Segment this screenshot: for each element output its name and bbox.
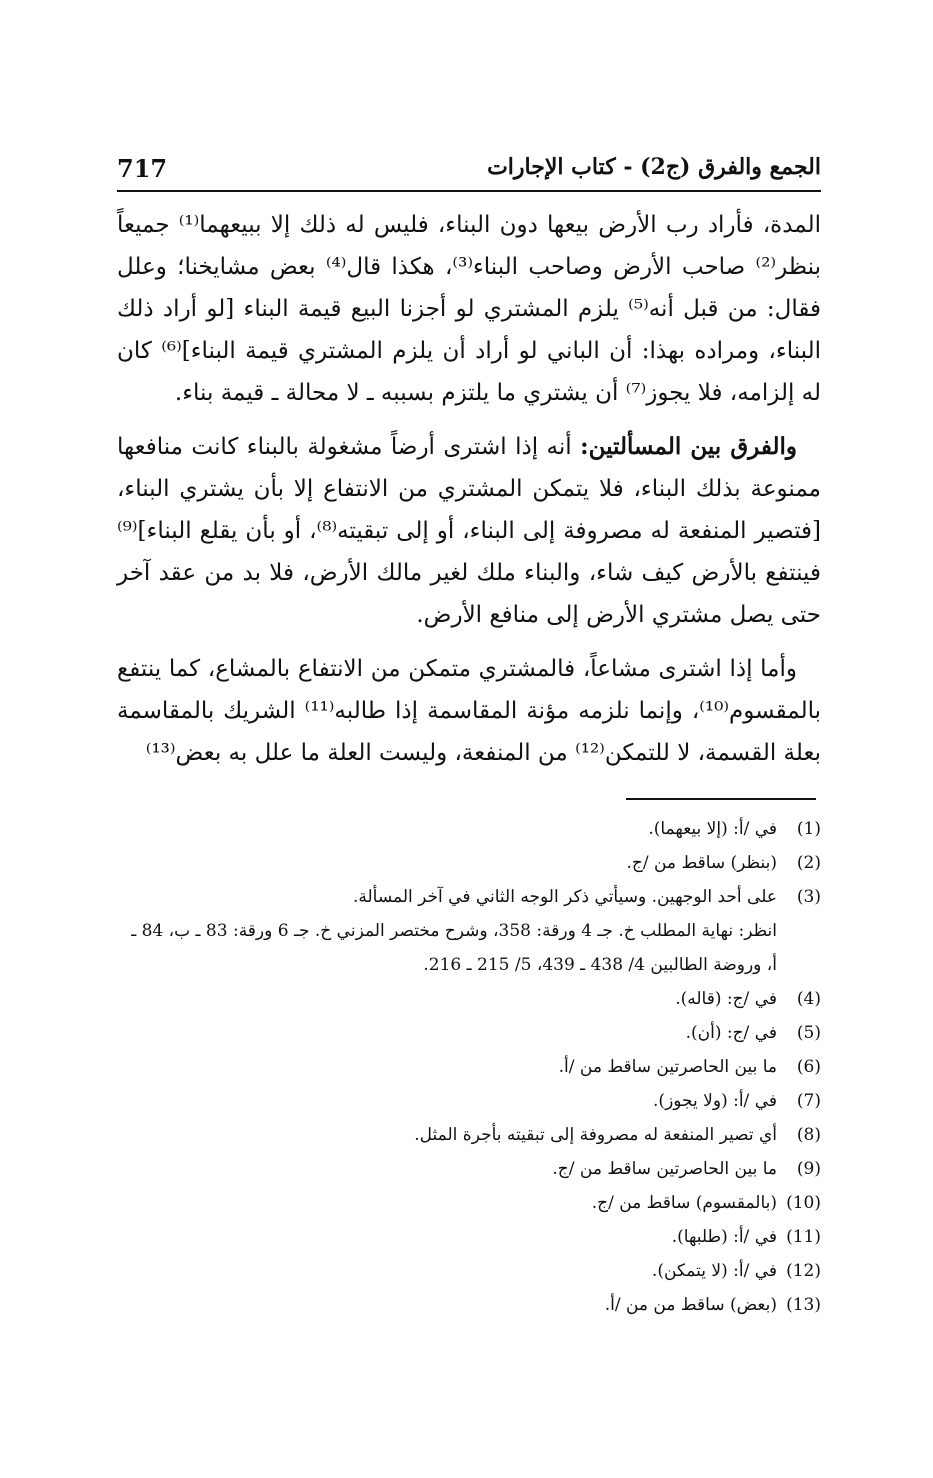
footnote — [117, 1084, 821, 1118]
footnote-number: (10) — [786, 1193, 821, 1213]
footnote-text: انظر: نهاية المطلب خ. جـ 4 ورقة: 358، وشرح مختصر المزني خ. جـ 6 ورقة: 83 ـ ب، 84 ـ أ، وروضة الطالبين 4/ 438 ـ 439، 5/ 215 ـ 216. — [131, 921, 777, 975]
footnote-body — [117, 1050, 777, 1084]
footnote-body — [117, 1288, 777, 1322]
footnote — [117, 880, 821, 982]
footnote-separator — [626, 798, 816, 800]
paragraph-1: المدة، فأراد رب الأرض بيعها دون البناء، فليس له ذلك إلا ببيعهما⁽¹⁾ جميعاً بنظر⁽²⁾ صاحب الأرض وصاحب البناء⁽³⁾، هكذا قال⁽⁴⁾ بعض مشايخنا؛ وعلل فقال: من قبل أنه⁽⁵⁾ يلزم المشتري لو أجزنا البيع قيمة البناء [لو أراد ذلك البناء، ومراده بهذا: أن الباني لو أراد أن يلزم المشتري قيمة البناء]⁽⁶⁾ كان له إلزامه، فلا يجوز⁽⁷⁾ أن يشتري ما يلتزم بسببه ـ لا محالة ـ قيمة بناء. — [117, 212, 822, 406]
footnote-body — [117, 1186, 777, 1220]
footnote-body — [117, 880, 777, 982]
footnote-number: (8) — [796, 1125, 821, 1145]
footnote-body — [117, 846, 777, 880]
footnote-number: (7) — [796, 1091, 821, 1111]
footnote — [117, 1152, 821, 1186]
footnote-number: (4) — [796, 989, 821, 1009]
footnote-number: (1) — [796, 819, 821, 839]
footnote-body — [117, 812, 777, 846]
footnote — [117, 846, 821, 880]
footnote-body — [117, 1016, 777, 1050]
footnote-text: (بعض) ساقط من من /أ. — [604, 1295, 777, 1315]
footnote — [117, 1186, 821, 1220]
paragraph-2-text: أنه إذا اشترى أرضاً مشغولة بالبناء كانت منافعها ممنوعة بذلك البناء، فلا يتمكن المشتري من الانتفاع إلا بأن يشتري البناء، [فتصير المنفعة له مصروفة إلى البناء، أو إلى تبقيته⁽⁸⁾، أو بأن يقلع البناء]⁽⁹⁾ فينتفع بالأرض كيف شاء، والبناء ملك لغير مالك الأرض، فلا بد من عقد آخر حتى يصل مشتري الأرض إلى منافع الأرض. — [117, 434, 821, 628]
footnote-number: (11) — [786, 1227, 821, 1247]
footnote-list — [117, 812, 821, 1322]
paragraph-2 — [117, 426, 821, 636]
main-text — [117, 204, 821, 786]
footnote-text: في /ج: (قاله). — [675, 989, 777, 1009]
footnote-text: أي تصير المنفعة له مصروفة إلى تبقيته بأجرة المثل. — [414, 1125, 777, 1145]
running-title: الجمع والفرق (ج2) - كتاب الإجارات — [487, 154, 821, 180]
footnote-text: في /أ: (لا يتمكن). — [651, 1261, 777, 1281]
footnote-number: (9) — [796, 1159, 821, 1179]
footnote-number: (2) — [796, 853, 821, 873]
page-number: 717 — [117, 154, 168, 183]
footnote — [117, 1016, 821, 1050]
footnote — [117, 1288, 821, 1322]
footnote — [117, 1254, 821, 1288]
footnote — [117, 1220, 821, 1254]
page-header — [117, 150, 821, 192]
footnote-text: في /أ: (ولا يجوز). — [653, 1091, 777, 1111]
footnote-text: ما بين الحاصرتين ساقط من /أ. — [558, 1057, 777, 1077]
footnote-text: (بنظر) ساقط من /ج. — [626, 853, 777, 873]
footnote-text: في /أ: (إلا بيعهما). — [648, 819, 777, 839]
footnote-text: على أحد الوجهين. وسيأتي ذكر الوجه الثاني في آخر المسألة. — [352, 887, 777, 907]
footnote-number: (6) — [796, 1057, 821, 1077]
footnote-body — [117, 1084, 777, 1118]
footnote-number: (3) — [796, 887, 821, 907]
footnote-body — [117, 1118, 777, 1152]
footnote-body — [117, 1220, 777, 1254]
footnote-body — [117, 1254, 777, 1288]
footnote — [117, 1050, 821, 1084]
footnote-number: (5) — [796, 1023, 821, 1043]
footnote — [117, 982, 821, 1016]
footnote-text: (بالمقسوم) ساقط من /ج. — [591, 1193, 777, 1213]
footnote-text: ما بين الحاصرتين ساقط من /ج. — [552, 1159, 777, 1179]
paragraph-3: وأما إذا اشترى مشاعاً، فالمشتري متمكن من الانتفاع بالمشاع، كما ينتفع بالمقسوم⁽¹⁰⁾، وإنما نلزمه مؤنة المقاسمة إذا طالبه⁽¹¹⁾ الشريك بالمقاسمة بعلة القسمة، لا للتمكن⁽¹²⁾ من المنفعة، وليست العلة ما علل به بعض⁽¹³⁾ — [117, 656, 822, 766]
footnote-body — [117, 1152, 777, 1186]
paragraph-2-lead: والفرق بين المسألتين: — [580, 433, 797, 460]
footnote — [117, 812, 821, 846]
footnote-text: في /أ: (طلبها). — [671, 1227, 777, 1247]
footnote-text: في /ج: (أن). — [685, 1023, 777, 1043]
footnote-number: (13) — [786, 1295, 821, 1315]
footnote-number: (12) — [786, 1261, 821, 1281]
footnote-body — [117, 982, 777, 1016]
footnote — [117, 1118, 821, 1152]
